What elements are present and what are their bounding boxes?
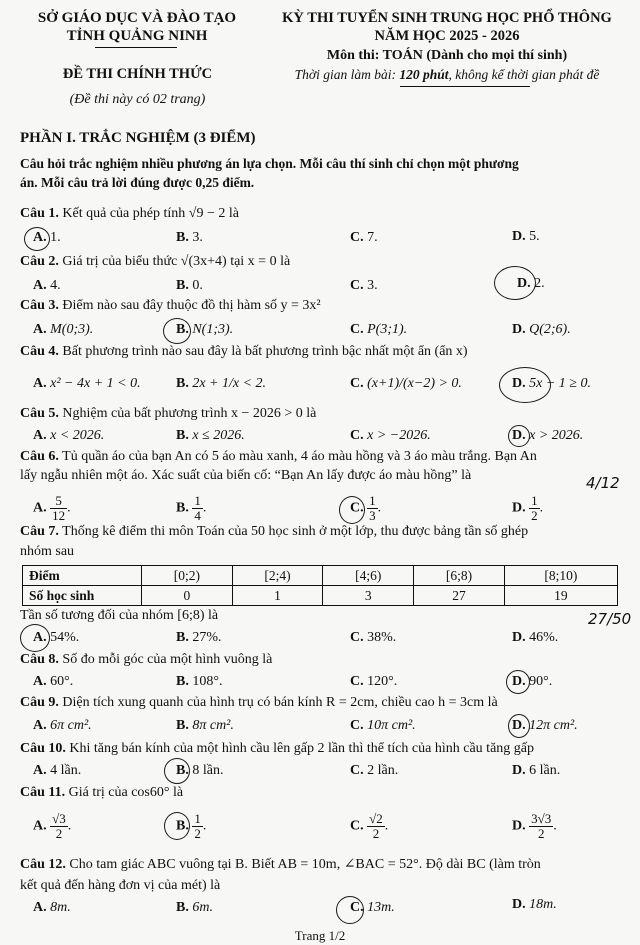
section-intro-line1: Câu hỏi trắc nghiệm nhiều phương án lựa chọn. Mỗi câu thí sinh chỉ chọn một phương <box>20 156 519 171</box>
section-intro-line2: án. Mỗi câu trả lời đúng được 0,25 điểm. <box>20 175 255 190</box>
table-cell: 0 <box>142 586 233 606</box>
department-name: SỞ GIÁO DỤC VÀ ĐÀO TẠO <box>37 10 237 26</box>
table-cell: [2;4) <box>232 566 323 586</box>
subject-line: Môn thi: TOÁN (Dành cho mọi thí sinh) <box>326 48 568 63</box>
answer-mark-q8 <box>506 670 530 694</box>
school-year: NĂM HỌC 2025 - 2026 <box>374 28 520 44</box>
table-cell: 27 <box>414 586 505 606</box>
question-12-line2: kết quả đến hàng đơn vị của mét) là <box>20 878 221 893</box>
question-1: Câu 1. Kết quả của phép tính √9 − 2 là <box>20 206 239 221</box>
q5-option-d[interactable]: D. x > 2026. <box>512 428 584 443</box>
question-11: Câu 11. Giá trị của cos60° là <box>20 785 184 800</box>
answer-mark-q12 <box>336 896 364 924</box>
table-cell: [0;2) <box>142 566 233 586</box>
answer-mark-q7 <box>20 624 50 652</box>
q3-option-c[interactable]: C. P(3;1). <box>350 322 408 337</box>
q8-option-b[interactable]: B. 108°. <box>176 674 223 689</box>
q5-option-c[interactable]: C. x > −2026. <box>350 428 431 443</box>
answer-mark-q10 <box>164 758 190 784</box>
answer-mark-q2 <box>494 266 536 300</box>
q7-option-b[interactable]: B. 27%. <box>176 630 222 645</box>
q12-option-d[interactable]: D. 18m. <box>512 897 557 912</box>
q2-option-b[interactable]: B. 0. <box>176 278 203 293</box>
q3-option-d[interactable]: D. Q(2;6). <box>512 322 571 337</box>
q5-option-b[interactable]: B. x ≤ 2026. <box>176 428 245 443</box>
table-row-counts <box>23 586 618 606</box>
q10-option-c[interactable]: C. 2 lần. <box>350 763 399 778</box>
time-suffix: , không kể thời gian phát đề <box>448 67 600 82</box>
question-12-line1: Câu 12. Cho tam giác ABC vuông tại B. Biết AB = 10m, ∠BAC = 52°. Độ dài BC (làm tròn <box>20 857 541 872</box>
answer-mark-q4 <box>499 367 551 403</box>
table-header-students: Số học sinh <box>23 586 142 606</box>
table-cell: [8;10) <box>504 566 617 586</box>
q2-option-d[interactable]: D. 2. <box>517 276 545 291</box>
handwritten-note-q6: 4/12 <box>586 474 620 492</box>
question-7-line1: Câu 7. Thống kê điểm thi môn Toán của 50 học sinh ở một lớp, thu được bảng tần số ghép <box>20 524 529 539</box>
table-cell: [6;8) <box>414 566 505 586</box>
header-divider-left <box>95 47 177 48</box>
question-10: Câu 10. Khi tăng bán kính của một hình cầu lên gấp 2 lần thì thể tích của hình cầu tăng gấp <box>20 741 534 756</box>
q10-option-d[interactable]: D. 6 lần. <box>512 763 561 778</box>
q10-option-a[interactable]: A. 4 lần. <box>33 763 82 778</box>
q3-option-b[interactable]: B. N(1;3). <box>176 322 234 337</box>
q6-option-d[interactable]: D. $\frac{1}{2}$ . <box>512 493 544 523</box>
question-6-line2: lấy ngẫu nhiên một áo. Xác suất của biến cố: “Bạn An lấy được áo màu hồng” là <box>20 468 472 483</box>
q11-option-d[interactable]: D. $\frac{3√3}{2}$ . <box>512 811 557 841</box>
exam-title: KỲ THI TUYỂN SINH TRUNG HỌC PHỔ THÔNG <box>282 10 612 26</box>
q10-option-b[interactable]: B. 8 lần. <box>176 763 224 778</box>
q12-option-b[interactable]: B. 6m. <box>176 900 213 915</box>
table-header-score: Điểm <box>23 566 142 586</box>
time-line <box>262 67 632 83</box>
frequency-table <box>22 565 618 606</box>
q7-option-c[interactable]: C. 38%. <box>350 630 397 645</box>
q8-option-a[interactable]: A. 60°. <box>33 674 74 689</box>
question-4: Câu 4. Bất phương trình nào sau đây là bất phương trình bậc nhất một ẩn (ẩn x) <box>20 344 468 359</box>
table-cell: [4;6) <box>323 566 414 586</box>
q1-option-c[interactable]: C. 7. <box>350 230 378 245</box>
handwritten-note-q7: 27/50 <box>588 610 632 628</box>
q4-option-b[interactable]: B. 2x + 1/x < 2. <box>176 376 267 391</box>
question-2: Câu 2. Giá trị của biểu thức √(3x+4) tại x = 0 là <box>20 254 291 269</box>
q4-option-a[interactable]: A. x² − 4x + 1 < 0. <box>33 376 141 391</box>
q6-option-a[interactable]: A. $\frac{5}{12}$ . <box>33 493 71 523</box>
q11-option-b[interactable]: B. $\frac{1}{2}$ . <box>176 811 207 841</box>
q5-option-a[interactable]: A. x < 2026. <box>33 428 105 443</box>
province-name: TỈNH QUẢNG NINH <box>66 28 208 44</box>
q9-option-d[interactable]: D. 12π cm². <box>512 718 578 733</box>
page-count-note: (Đề thi này có 02 trang) <box>69 92 206 107</box>
question-9: Câu 9. Diện tích xung quanh của hình trụ có bán kính R = 2cm, chiều cao h = 3cm là <box>20 695 498 710</box>
answer-mark-q9 <box>508 714 530 738</box>
q7-option-d[interactable]: D. 46%. <box>512 630 559 645</box>
time-duration: 120 phút <box>399 67 449 82</box>
table-cell: 1 <box>232 586 323 606</box>
q1-option-b[interactable]: B. 3. <box>176 230 203 245</box>
answer-mark-q3 <box>163 318 191 344</box>
official-exam-label: ĐỀ THI CHÍNH THỨC <box>62 66 213 82</box>
header-divider-right <box>400 86 530 87</box>
question-6-line1: Câu 6. Tủ quần áo của bạn An có 5 áo màu xanh, 4 áo màu hồng và 3 áo màu trắng. Bạn An <box>20 449 537 464</box>
q12-option-c[interactable]: C. 13m. <box>350 900 395 915</box>
question-7-line2: nhóm sau <box>20 544 75 559</box>
answer-mark-q1 <box>24 227 50 251</box>
q8-option-d[interactable]: D. 90°. <box>512 674 553 689</box>
q11-option-c[interactable]: C. $\frac{√2}{2}$ . <box>350 811 389 841</box>
question-7-followup: Tần số tương đối của nhóm [6;8) là <box>20 608 219 623</box>
answer-mark-q5 <box>508 425 530 447</box>
q4-option-c[interactable]: C. (x+1)/(x−2) > 0. <box>350 376 462 391</box>
q1-option-a[interactable]: A. 1. <box>33 230 61 245</box>
table-row-scores <box>23 566 618 586</box>
q12-option-a[interactable]: A. 8m. <box>33 900 71 915</box>
question-8: Câu 8. Số đo mỗi góc của một hình vuông là <box>20 652 273 667</box>
answer-mark-q11 <box>164 812 190 840</box>
q1-option-d[interactable]: D. 5. <box>512 229 540 244</box>
section-title: PHẦN I. TRẮC NGHIỆM (3 ĐIỂM) <box>20 130 256 146</box>
question-3: Câu 3. Điểm nào sau đây thuộc đồ thị hàm số y = 3x² <box>20 298 321 313</box>
q2-option-a[interactable]: A. 4. <box>33 278 61 293</box>
q6-option-b[interactable]: B. $\frac{1}{4}$ . <box>176 493 207 523</box>
q7-option-a[interactable]: A. 54%. <box>33 630 80 645</box>
q2-option-c[interactable]: C. 3. <box>350 278 378 293</box>
q8-option-c[interactable]: C. 120°. <box>350 674 398 689</box>
q9-option-c[interactable]: C. 10π cm². <box>350 718 416 733</box>
q3-option-a[interactable]: A. M(0;3). <box>33 322 94 337</box>
q6-option-c[interactable]: C. $\frac{1}{3}$ . <box>350 493 382 523</box>
page-number: Trang 1/2 <box>294 928 346 943</box>
q9-option-b[interactable]: B. 8π cm². <box>176 718 234 733</box>
table-cell: 3 <box>323 586 414 606</box>
answer-mark-q6 <box>339 496 365 524</box>
q4-option-d[interactable]: D. 5x − 1 ≥ 0. <box>512 376 591 391</box>
q9-option-a[interactable]: A. 6π cm². <box>33 718 92 733</box>
q11-option-a[interactable]: A. $\frac{√3}{2}$ . <box>33 811 72 841</box>
table-cell: 19 <box>504 586 617 606</box>
time-prefix: Thời gian làm bài: <box>294 67 400 82</box>
question-5: Câu 5. Nghiệm của bất phương trình x − 2026 > 0 là <box>20 406 317 421</box>
